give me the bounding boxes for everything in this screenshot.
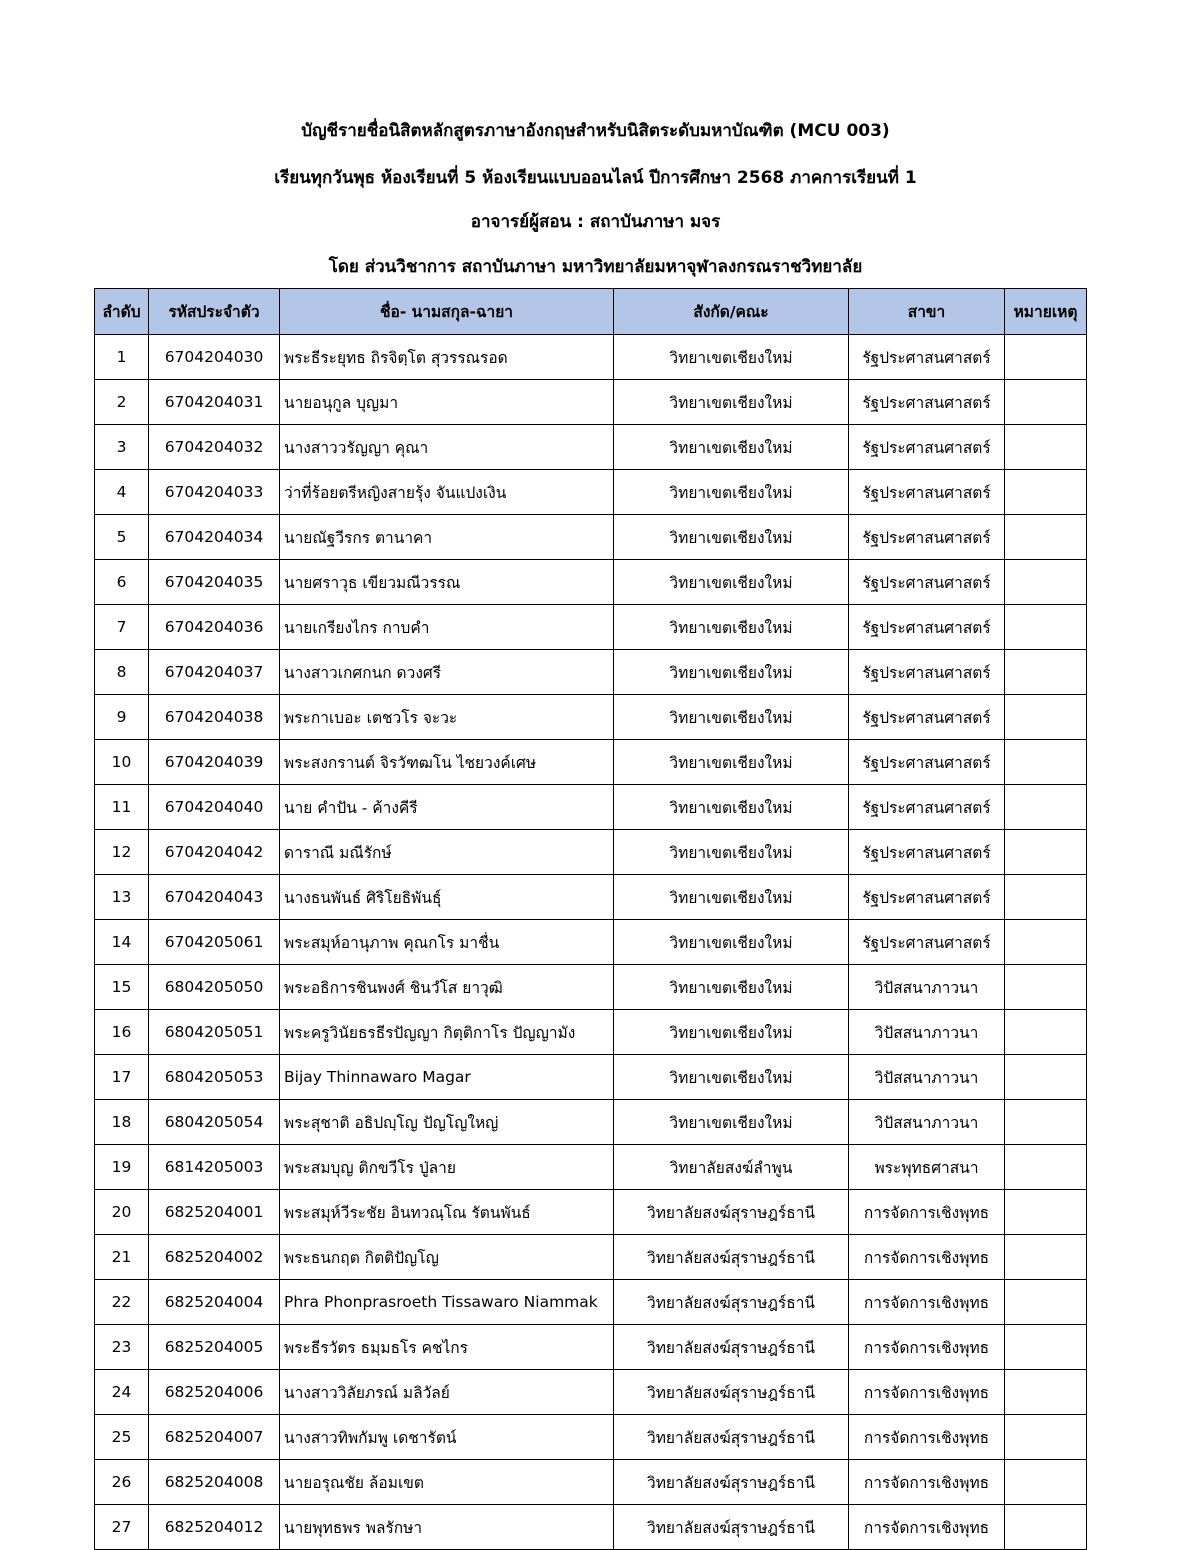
row-number-cell: 26: [95, 1460, 149, 1505]
student-id-cell: 6804205050: [149, 965, 280, 1010]
student-id-cell: 6704204033: [149, 470, 280, 515]
table-row: [95, 965, 1087, 1010]
major-cell: รัฐประศาสนศาสตร์: [849, 740, 1005, 785]
student-name-cell: นางสาววรัญญา คุณา: [280, 425, 614, 470]
affiliation-cell: วิทยาลัยสงฆ์สุราษฎร์ธานี: [614, 1325, 849, 1370]
affiliation-cell: วิทยาเขตเชียงใหม่: [614, 920, 849, 965]
affiliation-cell: วิทยาเขตเชียงใหม่: [614, 425, 849, 470]
table-row: [95, 335, 1087, 380]
table-row: [95, 1325, 1087, 1370]
student-id-cell: 6704204037: [149, 650, 280, 695]
student-name-cell: พระครูวินัยธรธีรปัญญา กิตฺติกาโร ปัญญามัง: [280, 1010, 614, 1055]
student-id-cell: 6704205061: [149, 920, 280, 965]
student-id-cell: 6704204030: [149, 335, 280, 380]
row-number-cell: 1: [95, 335, 149, 380]
student-name-cell: พระอธิการชินพงศ์ ชินวํโส ยาวุฒิ: [280, 965, 614, 1010]
student-id-cell: 6825204005: [149, 1325, 280, 1370]
student-name-cell: พระธีระยุทธ ถิรจิตฺโต สุวรรณรอด: [280, 335, 614, 380]
student-id-cell: 6704204043: [149, 875, 280, 920]
table-row: [95, 695, 1087, 740]
affiliation-cell: วิทยาเขตเชียงใหม่: [614, 560, 849, 605]
class-schedule-line: เรียนทุกวันพุธ ห้องเรียนที่ 5 ห้องเรียนแบบออนไลน์ ปีการศึกษา 2568 ภาคการเรียนที่ 1: [274, 168, 917, 188]
remark-cell: [1005, 1055, 1087, 1100]
row-number-cell: 8: [95, 650, 149, 695]
student-name-cell: พระสงกรานต์ จิรวัฑฒโน ไชยวงค์เศษ: [280, 740, 614, 785]
student-id-cell: 6704204032: [149, 425, 280, 470]
student-id-cell: 6825204006: [149, 1370, 280, 1415]
remark-cell: [1005, 1460, 1087, 1505]
table-row: [95, 515, 1087, 560]
affiliation-cell: วิทยาเขตเชียงใหม่: [614, 965, 849, 1010]
table-row: [95, 1010, 1087, 1055]
major-cell: รัฐประศาสนศาสตร์: [849, 650, 1005, 695]
student-id-cell: 6825204002: [149, 1235, 280, 1280]
table-row: [95, 1055, 1087, 1100]
remark-cell: [1005, 560, 1087, 605]
row-number-cell: 6: [95, 560, 149, 605]
remark-cell: [1005, 1370, 1087, 1415]
student-name-cell: นายศราวุธ เขียวมณีวรรณ: [280, 560, 614, 605]
student-id-cell: 6804205051: [149, 1010, 280, 1055]
row-number-cell: 3: [95, 425, 149, 470]
remark-cell: [1005, 695, 1087, 740]
affiliation-cell: วิทยาเขตเชียงใหม่: [614, 380, 849, 425]
table-row: [95, 1280, 1087, 1325]
table-row: [95, 1100, 1087, 1145]
remark-cell: [1005, 920, 1087, 965]
student-id-cell: 6804205053: [149, 1055, 280, 1100]
student-id-cell: 6704204039: [149, 740, 280, 785]
major-cell: การจัดการเชิงพุทธ: [849, 1235, 1005, 1280]
remark-cell: [1005, 650, 1087, 695]
remark-cell: [1005, 1235, 1087, 1280]
major-cell: รัฐประศาสนศาสตร์: [849, 875, 1005, 920]
major-cell: รัฐประศาสนศาสตร์: [849, 830, 1005, 875]
table-row: [95, 1415, 1087, 1460]
table-row: [95, 1460, 1087, 1505]
major-cell: รัฐประศาสนศาสตร์: [849, 470, 1005, 515]
student-id-cell: 6825204007: [149, 1415, 280, 1460]
remark-cell: [1005, 1145, 1087, 1190]
remark-cell: [1005, 1415, 1087, 1460]
remark-cell: [1005, 1190, 1087, 1235]
remark-cell: [1005, 335, 1087, 380]
column-header-number: ลำดับ: [95, 289, 149, 335]
document-title: บัญชีรายชื่อนิสิตหลักสูตรภาษาอังกฤษสำหรับนิสิตระดับมหาบัณฑิต (MCU 003): [301, 121, 890, 141]
remark-cell: [1005, 605, 1087, 650]
affiliation-cell: วิทยาลัยสงฆ์สุราษฎร์ธานี: [614, 1505, 849, 1550]
major-cell: รัฐประศาสนศาสตร์: [849, 920, 1005, 965]
row-number-cell: 9: [95, 695, 149, 740]
student-name-cell: ว่าที่ร้อยตรีหญิงสายรุ้ง จันแปงเงิน: [280, 470, 614, 515]
table-row: [95, 380, 1087, 425]
student-name-cell: นางสาวเกศกนก ดวงศรี: [280, 650, 614, 695]
column-header-affiliation: สังกัด/คณะ: [614, 289, 849, 335]
issuer-line: โดย ส่วนวิชาการ สถาบันภาษา มหาวิทยาลัยมหาจุฬาลงกรณราชวิทยาลัย: [328, 257, 863, 277]
student-name-cell: นายพุทธพร พลรักษา: [280, 1505, 614, 1550]
major-cell: รัฐประศาสนศาสตร์: [849, 515, 1005, 560]
affiliation-cell: วิทยาลัยสงฆ์สุราษฎร์ธานี: [614, 1415, 849, 1460]
affiliation-cell: วิทยาเขตเชียงใหม่: [614, 1055, 849, 1100]
table-row: [95, 470, 1087, 515]
affiliation-cell: วิทยาเขตเชียงใหม่: [614, 875, 849, 920]
major-cell: รัฐประศาสนศาสตร์: [849, 605, 1005, 650]
remark-cell: [1005, 875, 1087, 920]
table-row: [95, 740, 1087, 785]
affiliation-cell: วิทยาเขตเชียงใหม่: [614, 650, 849, 695]
major-cell: รัฐประศาสนศาสตร์: [849, 380, 1005, 425]
row-number-cell: 11: [95, 785, 149, 830]
major-cell: รัฐประศาสนศาสตร์: [849, 785, 1005, 830]
student-id-cell: 6825204004: [149, 1280, 280, 1325]
student-roster-table: [94, 288, 1087, 1550]
student-name-cell: พระสมุห์อานุภาพ คุณกโร มาชื่น: [280, 920, 614, 965]
row-number-cell: 25: [95, 1415, 149, 1460]
major-cell: วิปัสสนาภาวนา: [849, 965, 1005, 1010]
row-number-cell: 4: [95, 470, 149, 515]
affiliation-cell: วิทยาลัยสงฆ์สุราษฎร์ธานี: [614, 1280, 849, 1325]
row-number-cell: 24: [95, 1370, 149, 1415]
student-id-cell: 6704204040: [149, 785, 280, 830]
remark-cell: [1005, 1010, 1087, 1055]
remark-cell: [1005, 785, 1087, 830]
student-name-cell: พระธนกฤต กิตติปัญโญ: [280, 1235, 614, 1280]
major-cell: การจัดการเชิงพุทธ: [849, 1325, 1005, 1370]
student-id-cell: 6704204036: [149, 605, 280, 650]
remark-cell: [1005, 470, 1087, 515]
row-number-cell: 21: [95, 1235, 149, 1280]
remark-cell: [1005, 830, 1087, 875]
affiliation-cell: วิทยาลัยสงฆ์สุราษฎร์ธานี: [614, 1235, 849, 1280]
row-number-cell: 17: [95, 1055, 149, 1100]
student-name-cell: นายณัฐวีรกร ตานาคา: [280, 515, 614, 560]
remark-cell: [1005, 515, 1087, 560]
major-cell: วิปัสสนาภาวนา: [849, 1100, 1005, 1145]
student-name-cell: นางธนพันธ์ ศิริโยธิพันธุ์: [280, 875, 614, 920]
table-row: [95, 1145, 1087, 1190]
row-number-cell: 10: [95, 740, 149, 785]
column-header-name: ชื่อ- นามสกุล-ฉายา: [280, 289, 614, 335]
major-cell: วิปัสสนาภาวนา: [849, 1055, 1005, 1100]
student-id-cell: 6804205054: [149, 1100, 280, 1145]
major-cell: การจัดการเชิงพุทธ: [849, 1415, 1005, 1460]
student-name-cell: นาย คำปัน - ค้างคีรี: [280, 785, 614, 830]
student-name-cell: พระกาเบอะ เตชวโร จะวะ: [280, 695, 614, 740]
row-number-cell: 14: [95, 920, 149, 965]
major-cell: การจัดการเชิงพุทธ: [849, 1460, 1005, 1505]
student-name-cell: นายอนุกูล บุญมา: [280, 380, 614, 425]
student-name-cell: พระธีรวัตร ธมฺมธโร คชไกร: [280, 1325, 614, 1370]
major-cell: การจัดการเชิงพุทธ: [849, 1190, 1005, 1235]
affiliation-cell: วิทยาเขตเชียงใหม่: [614, 695, 849, 740]
row-number-cell: 7: [95, 605, 149, 650]
student-id-cell: 6825204008: [149, 1460, 280, 1505]
row-number-cell: 19: [95, 1145, 149, 1190]
major-cell: รัฐประศาสนศาสตร์: [849, 335, 1005, 380]
student-id-cell: 6704204035: [149, 560, 280, 605]
row-number-cell: 13: [95, 875, 149, 920]
table-row: [95, 1190, 1087, 1235]
student-id-cell: 6704204031: [149, 380, 280, 425]
table-row: [95, 830, 1087, 875]
column-header-remark: หมายเหตุ: [1005, 289, 1087, 335]
column-header-student-id: รหัสประจำตัว: [149, 289, 280, 335]
row-number-cell: 22: [95, 1280, 149, 1325]
row-number-cell: 12: [95, 830, 149, 875]
remark-cell: [1005, 380, 1087, 425]
affiliation-cell: วิทยาลัยสงฆ์สุราษฎร์ธานี: [614, 1460, 849, 1505]
student-name-cell: ดาราณี มณีรักษ์: [280, 830, 614, 875]
row-number-cell: 23: [95, 1325, 149, 1370]
student-name-cell: นายเกรียงไกร กาบคำ: [280, 605, 614, 650]
major-cell: รัฐประศาสนศาสตร์: [849, 425, 1005, 470]
major-cell: พระพุทธศาสนา: [849, 1145, 1005, 1190]
table-row: [95, 560, 1087, 605]
major-cell: การจัดการเชิงพุทธ: [849, 1505, 1005, 1550]
row-number-cell: 5: [95, 515, 149, 560]
table-row: [95, 1370, 1087, 1415]
row-number-cell: 18: [95, 1100, 149, 1145]
student-id-cell: 6825204012: [149, 1505, 280, 1550]
table-row: [95, 605, 1087, 650]
affiliation-cell: วิทยาลัยสงฆ์สุราษฎร์ธานี: [614, 1370, 849, 1415]
student-id-cell: 6704204042: [149, 830, 280, 875]
table-row: [95, 920, 1087, 965]
affiliation-cell: วิทยาเขตเชียงใหม่: [614, 470, 849, 515]
table-row: [95, 425, 1087, 470]
student-name-cell: พระสุชาติ อธิปญฺโญ ปัญโญใหญ่: [280, 1100, 614, 1145]
affiliation-cell: วิทยาเขตเชียงใหม่: [614, 785, 849, 830]
table-row: [95, 785, 1087, 830]
student-name-cell: พระสมุห์วีระชัย อินทวณฺโณ รัตนพันธ์: [280, 1190, 614, 1235]
major-cell: รัฐประศาสนศาสตร์: [849, 560, 1005, 605]
student-id-cell: 6704204038: [149, 695, 280, 740]
major-cell: การจัดการเชิงพุทธ: [849, 1370, 1005, 1415]
row-number-cell: 27: [95, 1505, 149, 1550]
remark-cell: [1005, 740, 1087, 785]
student-name-cell: พระสมบุญ ติกขวีโร ปู่ลาย: [280, 1145, 614, 1190]
student-id-cell: 6825204001: [149, 1190, 280, 1235]
table-row: [95, 1235, 1087, 1280]
affiliation-cell: วิทยาลัยสงฆ์สุราษฎร์ธานี: [614, 1190, 849, 1235]
row-number-cell: 15: [95, 965, 149, 1010]
remark-cell: [1005, 1100, 1087, 1145]
affiliation-cell: วิทยาเขตเชียงใหม่: [614, 1010, 849, 1055]
student-id-cell: 6814205003: [149, 1145, 280, 1190]
student-name-cell: Bijay Thinnawaro Magar: [280, 1055, 614, 1100]
table-row: [95, 650, 1087, 695]
table-row: [95, 875, 1087, 920]
affiliation-cell: วิทยาเขตเชียงใหม่: [614, 1100, 849, 1145]
major-cell: วิปัสสนาภาวนา: [849, 1010, 1005, 1055]
row-number-cell: 2: [95, 380, 149, 425]
instructor-line: อาจารย์ผู้สอน : สถาบันภาษา มจร: [470, 212, 721, 232]
major-cell: รัฐประศาสนศาสตร์: [849, 695, 1005, 740]
affiliation-cell: วิทยาเขตเชียงใหม่: [614, 335, 849, 380]
affiliation-cell: วิทยาเขตเชียงใหม่: [614, 515, 849, 560]
remark-cell: [1005, 965, 1087, 1010]
student-name-cell: นายอรุณชัย ล้อมเขต: [280, 1460, 614, 1505]
affiliation-cell: วิทยาเขตเชียงใหม่: [614, 605, 849, 650]
student-name-cell: นางสาววิลัยภรณ์ มลิวัลย์: [280, 1370, 614, 1415]
row-number-cell: 20: [95, 1190, 149, 1235]
affiliation-cell: วิทยาลัยสงฆ์ลำพูน: [614, 1145, 849, 1190]
remark-cell: [1005, 1280, 1087, 1325]
row-number-cell: 16: [95, 1010, 149, 1055]
remark-cell: [1005, 425, 1087, 470]
column-header-major: สาขา: [849, 289, 1005, 335]
major-cell: การจัดการเชิงพุทธ: [849, 1280, 1005, 1325]
student-name-cell: Phra Phonprasroeth Tissawaro Niammak: [280, 1280, 614, 1325]
affiliation-cell: วิทยาเขตเชียงใหม่: [614, 830, 849, 875]
student-name-cell: นางสาวทิพกัมพู เดชารัตน์: [280, 1415, 614, 1460]
remark-cell: [1005, 1325, 1087, 1370]
student-id-cell: 6704204034: [149, 515, 280, 560]
table-header-row: [95, 289, 1087, 335]
affiliation-cell: วิทยาเขตเชียงใหม่: [614, 740, 849, 785]
